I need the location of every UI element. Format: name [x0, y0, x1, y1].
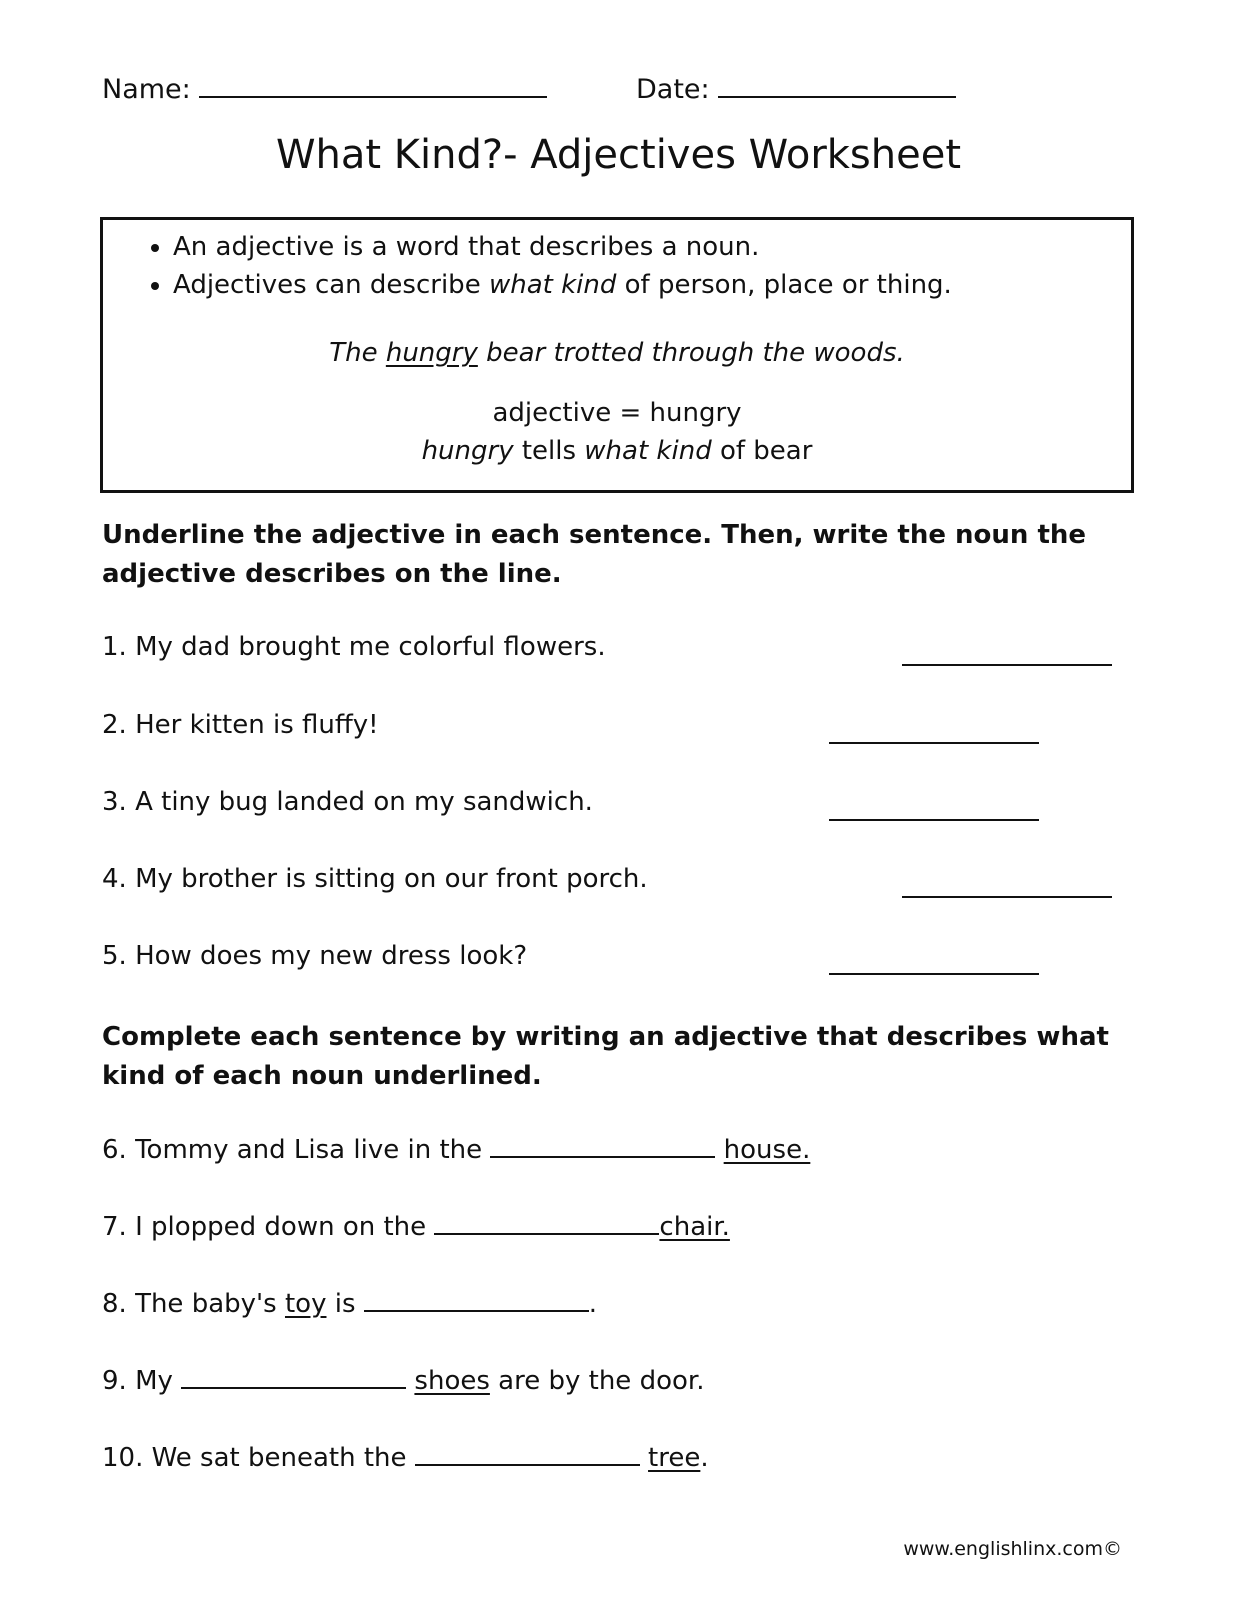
answer-line[interactable]	[829, 742, 1039, 744]
answer-line[interactable]	[415, 1463, 640, 1466]
answer-line[interactable]	[364, 1309, 589, 1312]
section1-instructions: Underline the adjective in each sentence. Then, write the noun the adjective describes on the line.	[102, 520, 1087, 589]
answer-line[interactable]	[434, 1232, 659, 1235]
answer-line[interactable]	[181, 1386, 406, 1389]
name-field[interactable]	[102, 74, 547, 105]
list-item: 3. A tiny bug landed on my sandwich.	[102, 787, 593, 817]
explanation-line-2: hungry tells what kind of bear	[421, 436, 813, 466]
list-item: 4. My brother is sitting on our front porch.	[102, 864, 648, 894]
list-item: 9. My shoes are by the door.	[102, 1366, 705, 1396]
date-label: Date:	[636, 74, 710, 105]
footer-website: www.englishlinx.com©	[903, 1538, 1122, 1560]
answer-line[interactable]	[902, 896, 1112, 898]
name-label: Name:	[102, 74, 191, 105]
list-item: 1. My dad brought me colorful flowers.	[102, 632, 606, 662]
answer-line[interactable]	[490, 1155, 715, 1158]
date-field[interactable]	[636, 74, 956, 105]
info-box	[100, 217, 1134, 493]
example-sentence: The hungry bear trotted through the woods.	[329, 338, 905, 368]
explanation-line-1: adjective = hungry	[492, 398, 742, 428]
list-item: 10. We sat beneath the tree.	[102, 1443, 709, 1473]
answer-line[interactable]	[829, 819, 1039, 821]
answer-line[interactable]	[902, 664, 1112, 666]
list-item: 5. How does my new dress look?	[102, 941, 528, 971]
bullet-definition: • An adjective is a word that describes a noun.	[173, 228, 1131, 266]
bullet-what-kind: • Adjectives can describe what kind of person, place or thing.	[173, 266, 1131, 304]
list-item: 6. Tommy and Lisa live in the house.	[102, 1135, 811, 1165]
answer-line[interactable]	[829, 973, 1039, 975]
section2-instructions: Complete each sentence by writing an adjective that describes what kind of each noun underlined.	[102, 1022, 1109, 1091]
page-title: What Kind?- Adjectives Worksheet	[275, 132, 962, 178]
list-item: 2. Her kitten is fluffy!	[102, 710, 379, 740]
list-item: 8. The baby's toy is .	[102, 1289, 598, 1319]
list-item: 7. I plopped down on the chair.	[102, 1212, 730, 1242]
